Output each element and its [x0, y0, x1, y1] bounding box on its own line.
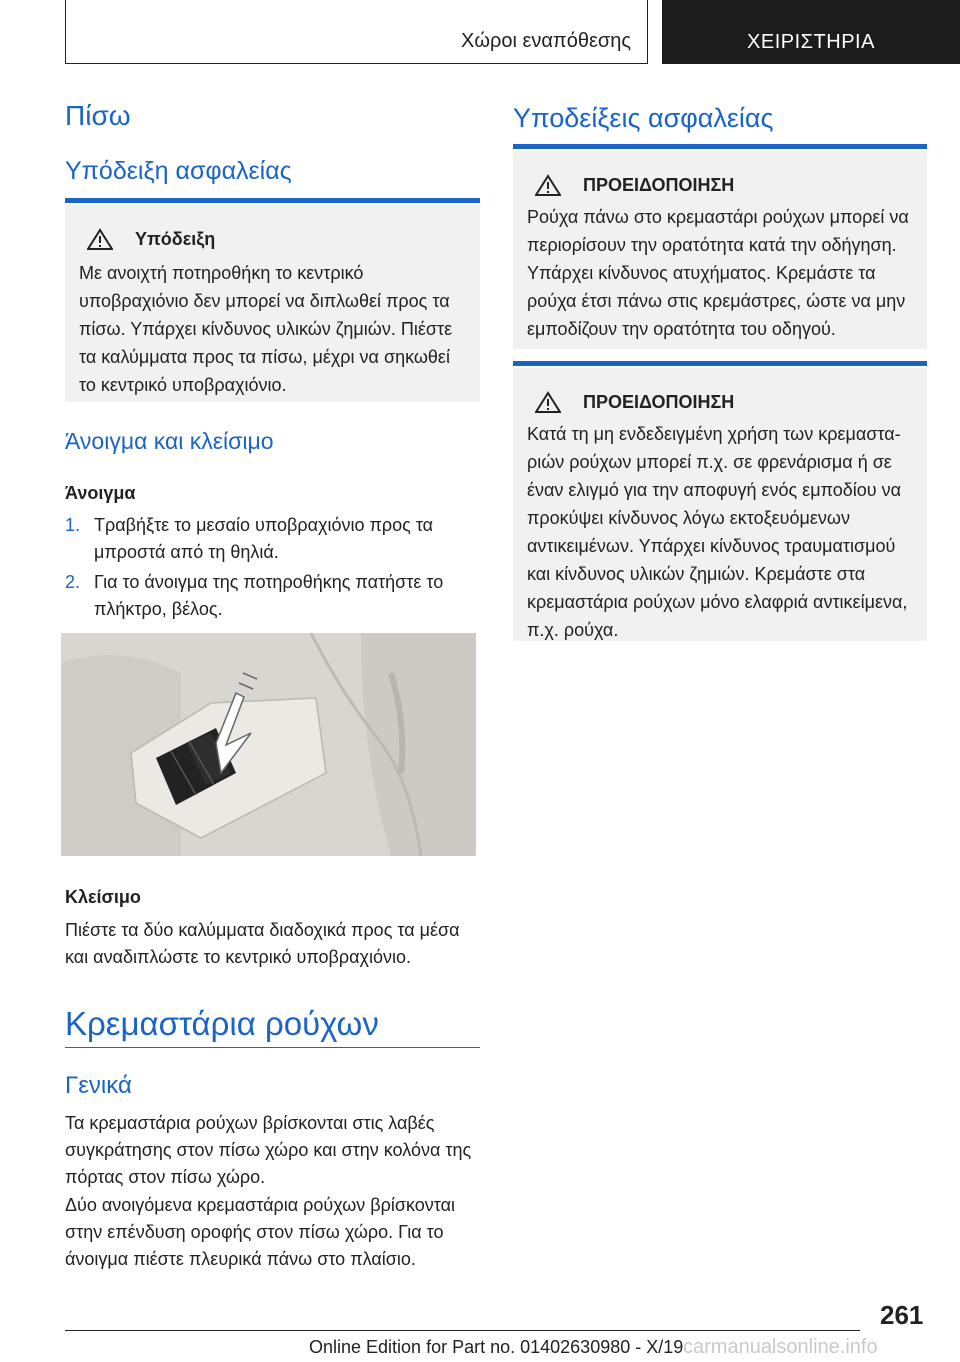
opening-label: Άνοιγμα [65, 483, 136, 503]
step-2 [65, 569, 480, 625]
watermark: carmanualsonline.info [683, 1336, 878, 1358]
warning-body: Ρούχα πάνω στο κρεμαστάρι ρούχων μπορεί να περιορίσουν την ορατότητα κατά την οδήγηση. Υπάρχει κίνδυνος ατυχήματος. Κρεμάστε τα ρούχα έτσι πάνω στις κρεμάστρες, ώστε να μην εμποδίζουν την ορατότητα του οδηγού. [527, 207, 909, 339]
note-title-text: Υπόδειξη [135, 229, 216, 249]
warning-body: Κατά τη μη ενδεδειγμένη χρήση των κρεμαστα- ριών ρούχων μπορεί π.χ. σε φρενάρισμα ή σε έναν ελιγμό για την αποφυγή ενός εμποδίου να προκύψει κίνδυνος λόγω εκτοξευόμενων αντικειμένων. Υπάρχει κίνδυνος τραυματισμού και κίνδυνος υλικών ζημιών. Κρεμάστε στα κρεμαστάρια ρούχων μόνο ελαφριά αντικείμενα, π.χ. ρούχα. [527, 424, 908, 640]
safety-note [65, 205, 480, 402]
page-title: Πίσω [65, 100, 131, 131]
armrest-illustration [61, 633, 476, 856]
warning-triangle-icon [87, 228, 113, 250]
step-text: Για το άνοιγμα της ποτηροθήκης πατήστε το πλήκτρο, βέλος. [94, 572, 444, 619]
hangers-rule [65, 1047, 480, 1048]
step-number: 1. [65, 515, 81, 535]
warning-title [535, 388, 913, 416]
warning-title-text: ΠΡΟΕΙΔΟΠΟΙΗΣΗ [583, 392, 735, 412]
warning-box-1 [513, 151, 927, 349]
section-title: Χώροι εναπόθεσης [461, 30, 631, 52]
warning-triangle-icon [535, 391, 561, 413]
heading-rule [513, 144, 927, 149]
step-number: 2. [65, 572, 81, 592]
section-title-box [65, 0, 648, 64]
note-title [87, 225, 466, 253]
safety-notes-heading: Υποδείξεις ασφαλείας [513, 103, 774, 133]
heading-rule [65, 198, 480, 203]
general-heading: Γενικά [65, 1072, 132, 1099]
note-body: Με ανοιχτή ποτηροθήκη το κεντρικό υποβραχιόνιο δεν μπορεί να διπλωθεί προς τα πίσω. Υπάρχει κίνδυνος υλικών ζημιών. Πιέστε τα καλύμματα προς τα πίσω, μέχρι να σηκωθεί το κεντρικό υποβραχιόνιο. [79, 263, 453, 395]
chapter-tab-label: ΧΕΙΡΙΣΤΗΡΙΑ [747, 31, 875, 53]
warning-box-2 [513, 368, 927, 641]
armrest-photo [61, 633, 476, 856]
page-number: 261 [880, 1300, 924, 1330]
closing-label: Κλείσιμο [65, 887, 141, 907]
safety-heading: Υπόδειξη ασφαλείας [65, 157, 292, 185]
warning-triangle-icon [535, 174, 561, 196]
page-header [65, 0, 960, 64]
warning-title [535, 171, 913, 199]
hangers-heading: Κρεμαστάρια ρούχων [65, 1005, 379, 1042]
general-paragraph-2: Δύο ανοιγόμενα κρεμαστάρια ρούχων βρίσκονται στην επένδυση οροφής στον πίσω χώρο. Για το άνοιγμα πιέστε πλευρικά πάνω στο πλαίσιο. [65, 1195, 456, 1269]
step-text: Τραβήξτε το μεσαίο υποβραχιόνιο προς τα μπροστά από τη θηλιά. [94, 515, 434, 562]
footer-rule [65, 1330, 860, 1331]
closing-text: Πιέστε τα δύο καλύμματα διαδοχικά προς τα μέσα και αναδιπλώστε το κεντρικό υποβραχιόνιο. [65, 920, 460, 967]
chapter-tab[interactable] [662, 0, 960, 64]
warning-title-text: ΠΡΟΕΙΔΟΠΟΙΗΣΗ [583, 175, 735, 195]
general-paragraph-1: Τα κρεμαστάρια ρούχων βρίσκονται στις λαβές συγκράτησης στον πίσω χώρο και στην κολόνα της πόρτας στον πίσω χώρο. [65, 1113, 472, 1187]
warning-rule [513, 361, 927, 366]
step-1 [65, 512, 480, 568]
open-close-heading: Άνοιγμα και κλείσιμο [65, 428, 274, 454]
edition-text: Online Edition for Part no. 01402630980 - X/19 [309, 1337, 684, 1357]
